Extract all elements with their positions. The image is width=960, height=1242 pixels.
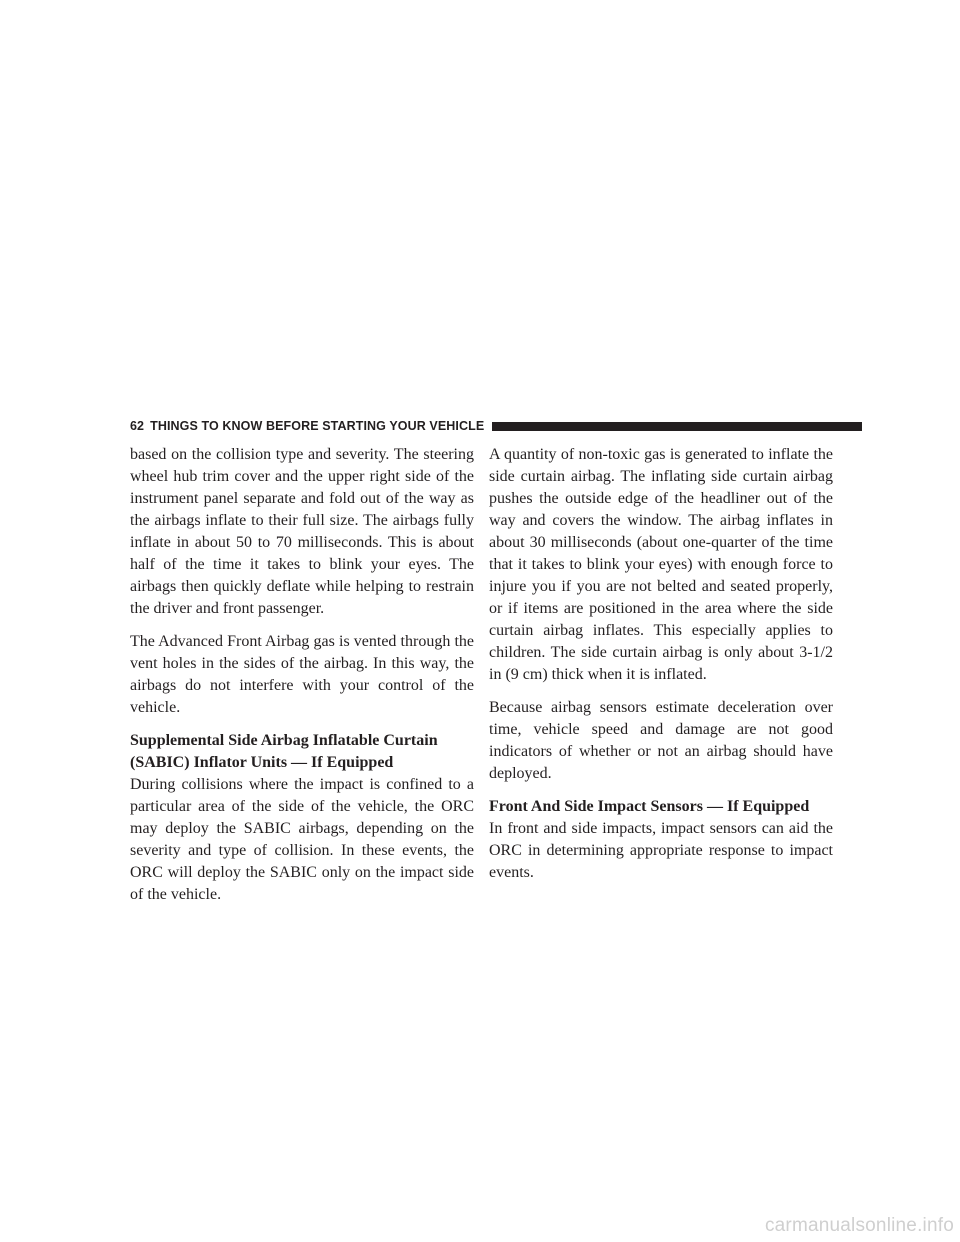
paragraph-sensor-estimate: Because airbag sensors estimate deceleration over time, vehicle speed and damage are not good indicators of whether or not an airbag should have deployed. xyxy=(489,699,833,782)
page-header xyxy=(130,416,862,436)
heading-sabic-inflator xyxy=(130,730,474,774)
watermark-text: carmanualsonline.info xyxy=(764,1215,954,1236)
header-rule xyxy=(492,422,862,431)
heading-sabic-line1: Supplemental Side Airbag Inflatable Curtain xyxy=(130,732,438,749)
paragraph-airbag-venting: The Advanced Front Airbag gas is vented through the vent holes in the sides of the airbag. In this way, the airbags do not interfere with your control of the vehicle. xyxy=(130,633,474,716)
paragraph-sabic-deploy: During collisions where the impact is confined to a particular area of the side of the vehicle, the ORC may deploy the SABIC airbags, depending on the severity and type of collision. In these events, the ORC will deploy the SABIC only on the impact side of the vehicle. xyxy=(130,776,474,903)
paragraph-impact-sensors: In front and side impacts, impact sensors can aid the ORC in determining appropriate response to impact events. xyxy=(489,820,833,881)
left-column xyxy=(130,444,474,906)
paragraph-side-curtain-gas: A quantity of non-toxic gas is generated to inflate the side curtain airbag. The inflating side curtain airbag pushes the outside edge of the headliner out of the way and covers the window. The airbag inflates in about 30 milliseconds (about one-quarter of the time that it takes to blink your eyes) with enough force to injure you if you are not belted and seated properly, or if items are positioned in the area where the side curtain airbag inflates. This especially applies to children. The side curtain airbag is only about 3-1/2 in (9 cm) thick when it is inflated. xyxy=(489,446,833,683)
right-column xyxy=(489,444,833,884)
page-number: 62 xyxy=(130,419,145,433)
paragraph-airbag-deployment: based on the collision type and severity. The steering wheel hub trim cover and the upper right side of the instrument panel separate and fold out of the way as the airbags inflate to their full size. The airbags fully inflate in about 50 to 70 milliseconds. This is about half of the time it takes to blink your eyes. The airbags then quickly deflate while helping to restrain the driver and front passenger. xyxy=(130,446,474,617)
heading-sabic-line2: (SABIC) Inflator Units — If Equipped xyxy=(130,754,394,771)
section-title: THINGS TO KNOW BEFORE STARTING YOUR VEHICLE xyxy=(150,419,485,433)
heading-impact-sensors: Front And Side Impact Sensors — If Equipped xyxy=(489,798,810,815)
